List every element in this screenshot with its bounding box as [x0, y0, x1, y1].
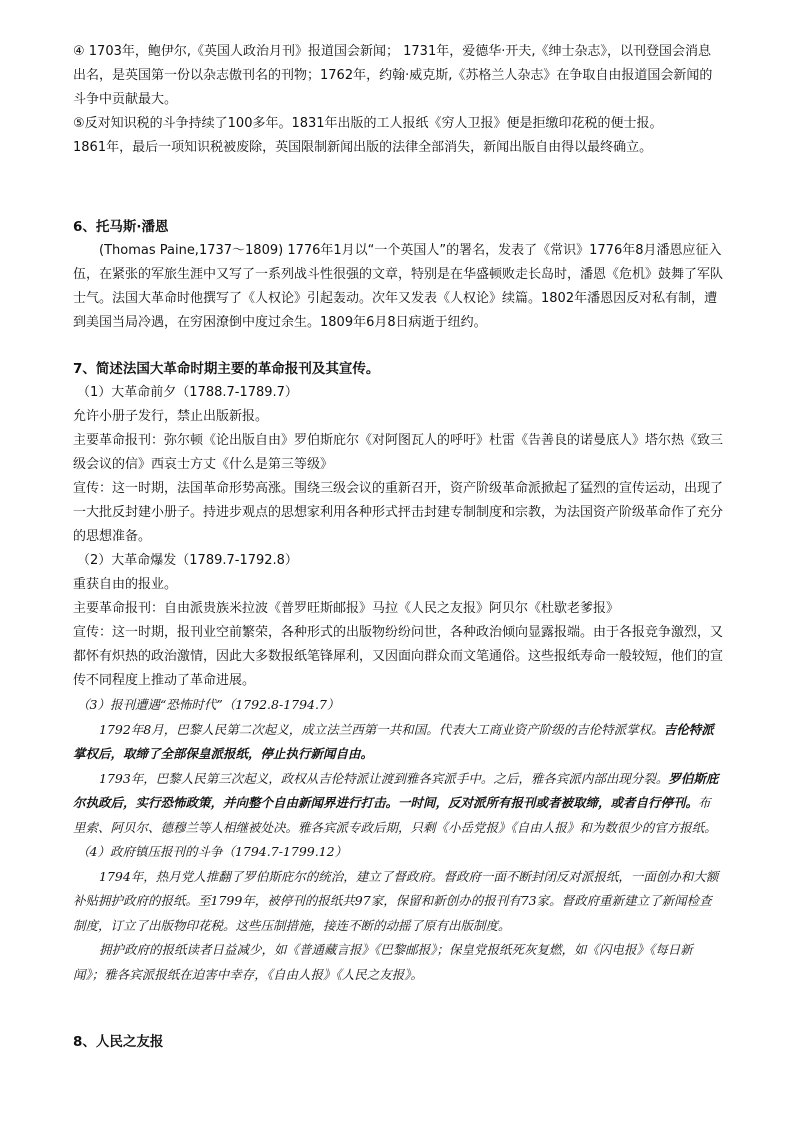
section-heading-6: 6、托马斯·潘恩 — [73, 219, 169, 235]
period-1-line-1: 允许小册子发行，禁止出版新报。 — [73, 409, 269, 424]
thomas-paine-paragraph: (Thomas Paine,1737～1809) 1776年1月以“一个英国人”的署名，发表了《常识》1776年8月潘恩应征入伍，在紧张的军旅生涯中又写了一系列战斗性很强的文章，特别是在华盛顿败走长岛时，潘恩《危机》鼓舞了军队士气。法国大革命时他撰写了《人权论》引起轰动。次年又发表《人权论》续篇。1802年潘恩因反对私有制，遭到美国当局冷遇，在穷困潦倒中度过余生。1809年6月8日病逝于纽约。 — [73, 243, 724, 330]
section-8 — [73, 1030, 723, 1054]
period-3-b-text: 1793年，巴黎人民第三次起义，政权从吉伦特派让渡到雅各宾派手中。之后，雅各宾派内部出现分裂。 — [99, 770, 669, 786]
section-7 — [73, 357, 723, 987]
period-2-papers: 主要革命报刊：自由派贵族米拉波《普罗旺斯邮报》马拉《人民之友报》阿贝尔《杜歇老爹报》 — [73, 601, 620, 616]
period-3-paragraph-a — [73, 718, 723, 767]
paragraph-item-4: ④ 1703年，鲍伊尔,《英国人政治月刊》报道国会新闻； 1731年，爱德华·开夫,《绅士杂志》，以刊登国会消息出名，是英国第一份以杂志傲刊名的刊物；1762年，约翰·威克斯,《苏格兰人杂志》在争取自由报道国会新闻的斗争中贡献最大。 — [73, 44, 713, 107]
period-3-a-bold: 吉伦特派掌权后，取缔了全部保皇派报纸，停止执行新闻自由。 — [73, 721, 714, 761]
paragraph-item-5: ⑤反对知识税的斗争持续了100多年。1831年出版的工人报纸《穷人卫报》便是拒缴印花税的便士报。 — [73, 116, 663, 131]
paragraph-1861: 1861年，最后一项知识税被废除，英国限制新闻出版的法律全部消失，新闻出版自由得以最终确立。 — [73, 140, 653, 155]
period-3-paragraph-b — [73, 767, 723, 841]
period-1-title: （1）大革命前夕（1788.7-1789.7） — [77, 385, 298, 400]
period-1-propaganda: 宣传：这一时期，法国革命形势高涨。围绕三级会议的重新召开，资产阶级革命派掀起了猛烈的宣传运动，出现了一大批反封建小册子。持进步观点的思想家利用各种形式抨击封建专制制度和宗教，为法国资产阶级革命作了充分的思想准备。 — [73, 481, 724, 544]
section-heading-7: 7、简述法国大革命时期主要的革命报刊及其宣传。 — [73, 361, 380, 377]
period-3-title: （3）报刊遭遇“恐怖时代”（1792.8-1794.7） — [77, 697, 340, 712]
period-1-papers: 主要革命报刊：弥尔顿《论出版自由》罗伯斯庇尔《对阿图瓦人的呼吁》杜雷《告善良的诺曼底人》塔尔热《致三级会议的信》西哀士方丈《什么是第三等级》 — [73, 433, 724, 472]
period-2-title: （2）大革命爆发（1789.7-1792.8） — [77, 553, 298, 568]
period-4-title: （4）政府镇压报刊的斗争（1794.7-1799.12） — [77, 844, 348, 859]
section-6 — [73, 215, 723, 335]
period-2-propaganda: 宣传：这一时期，报刊业空前繁荣，各种形式的出版物纷纷问世，各种政治倾向显露报端。由于各报竞争激烈，又都怀有炽热的政治激情，因此大多数报纸笔锋犀利，又因面向群众而文笔通俗。这些报纸寿命一般较短，他们的宣传不同程度上推动了革命进展。 — [73, 625, 724, 688]
period-3-a-text: 1792年8月，巴黎人民第二次起义，成立法兰西第一共和国。代表大工商业资产阶级的吉伦特派掌权。 — [99, 721, 664, 737]
period-2-line-1: 重获自由的报业。 — [73, 577, 178, 592]
period-4-paragraph-a: 1794年，热月党人推翻了罗伯斯庇尔的统治，建立了督政府。督政府一面不断封闭反对派报纸，一面创办和大额补贴拥护政府的报纸。至1799年，被停刊的报纸共97家，保留和新创办的报刊有73家。督政府重新建立了新闻检查制度，订立了出版物印花税。这些压制措施，接连不断的动摇了原有出版制度。 — [73, 868, 719, 933]
section-heading-8: 8、人民之友报 — [73, 1034, 164, 1050]
period-4-paragraph-b: 拥护政府的报纸读者日益减少，如《普通藏言报》《巴黎邮报》；保皇党报纸死灰复燃，如《闪电报》《每日新闻》；雅各宾派报纸在迫害中幸存，《自由人报》《人民之友报》。 — [73, 942, 693, 982]
section-5-continuation — [73, 40, 723, 160]
period-3-b-bold: 罗伯斯庇尔执政后，实行恐怖政策，并向整个自由新闻界进行打击。一时间，反对派所有报刊或者被取缔，或者自行停刊。 — [73, 770, 719, 810]
period-3-b-tail: 布里索、阿贝尔、德穆兰等人相继被处决。雅各宾派专政后期，只剩《小岳党报》《自由人报》和为数很少的官方报纸。 — [73, 795, 717, 835]
